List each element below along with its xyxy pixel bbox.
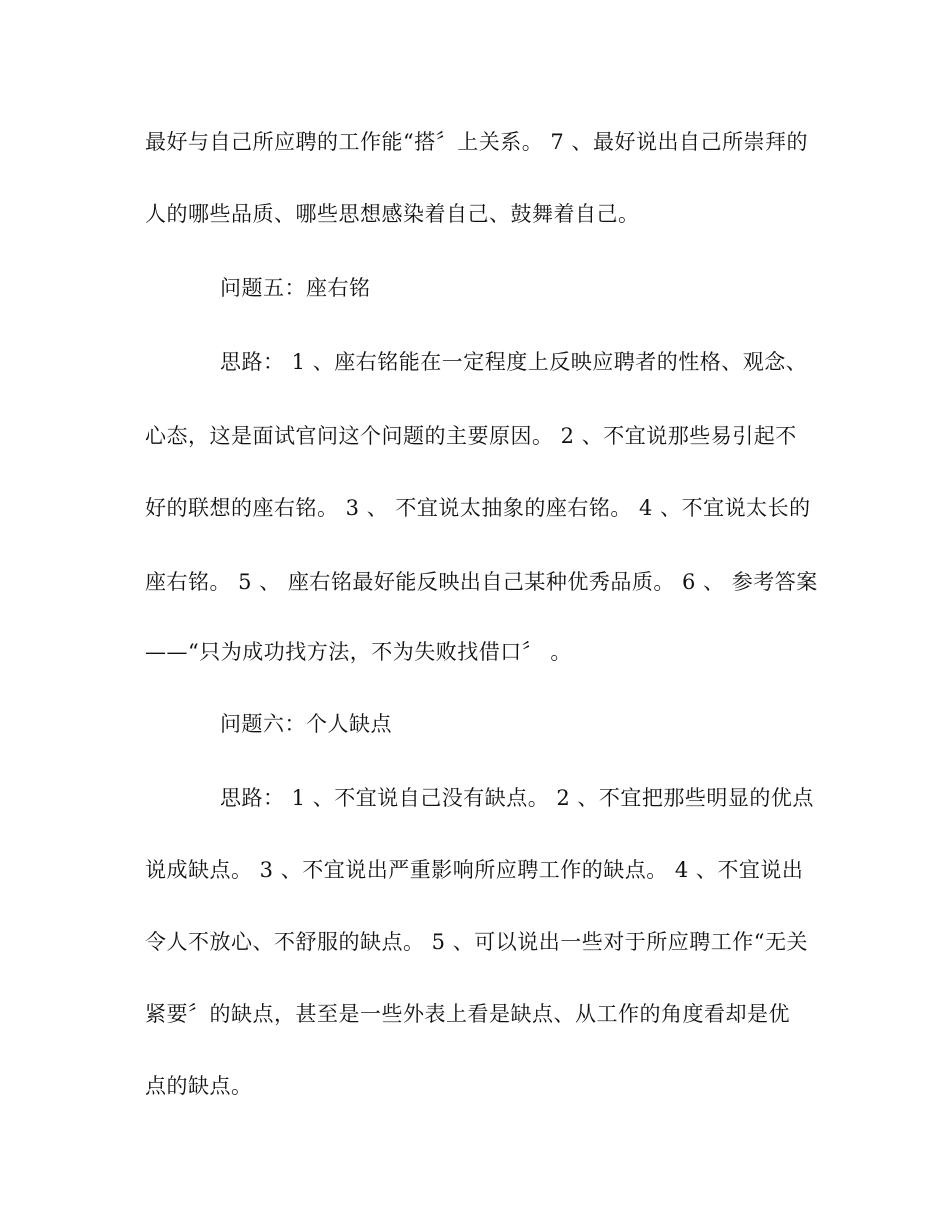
section-heading-question-5: 问题五：座右铭 — [220, 276, 371, 300]
body-text-line: 说成缺点。 3 、不宜说出严重影响所应聘工作的缺点。 4 、不宜说出 — [145, 858, 804, 882]
body-text-line: 思路： 1 、座右铭能在一定程度上反映应聘者的性格、观念、 — [220, 350, 808, 374]
body-text-line: 座右铭。 5 、 座右铭最好能反映出自己某种优秀品质。 6 、 参考答案 — [145, 570, 818, 594]
body-text-line: 点的缺点。 — [145, 1074, 253, 1098]
section-heading-question-6: 问题六：个人缺点 — [220, 712, 392, 736]
body-text-line: 人的哪些品质、哪些思想感染着自己、鼓舞着自己。 — [145, 202, 640, 226]
body-text-line: 好的联想的座右铭。 3 、 不宜说太抽象的座右铭。 4 、不宜说太长的 — [145, 496, 811, 520]
body-text-line: ——“只为成功找方法，不为失败找借口〞 。 — [145, 640, 572, 664]
body-text-line: 思路： 1 、不宜说自己没有缺点。 2 、不宜把那些明显的优点 — [220, 786, 814, 810]
body-text-line: 心态，这是面试官问这个问题的主要原因。 2 、不宜说那些易引起不 — [145, 424, 797, 448]
body-text-line: 令人不放心、不舒服的缺点。 5 、可以说出一些对于所应聘工作“无关 — [145, 930, 808, 954]
body-text-line: 最好与自己所应聘的工作能“搭〞上关系。 7 、最好说出自己所崇拜的 — [145, 130, 808, 154]
body-text-line: 紧要〞的缺点，甚至是一些外表上看是缺点、从工作的角度看却是优 — [145, 1002, 790, 1026]
